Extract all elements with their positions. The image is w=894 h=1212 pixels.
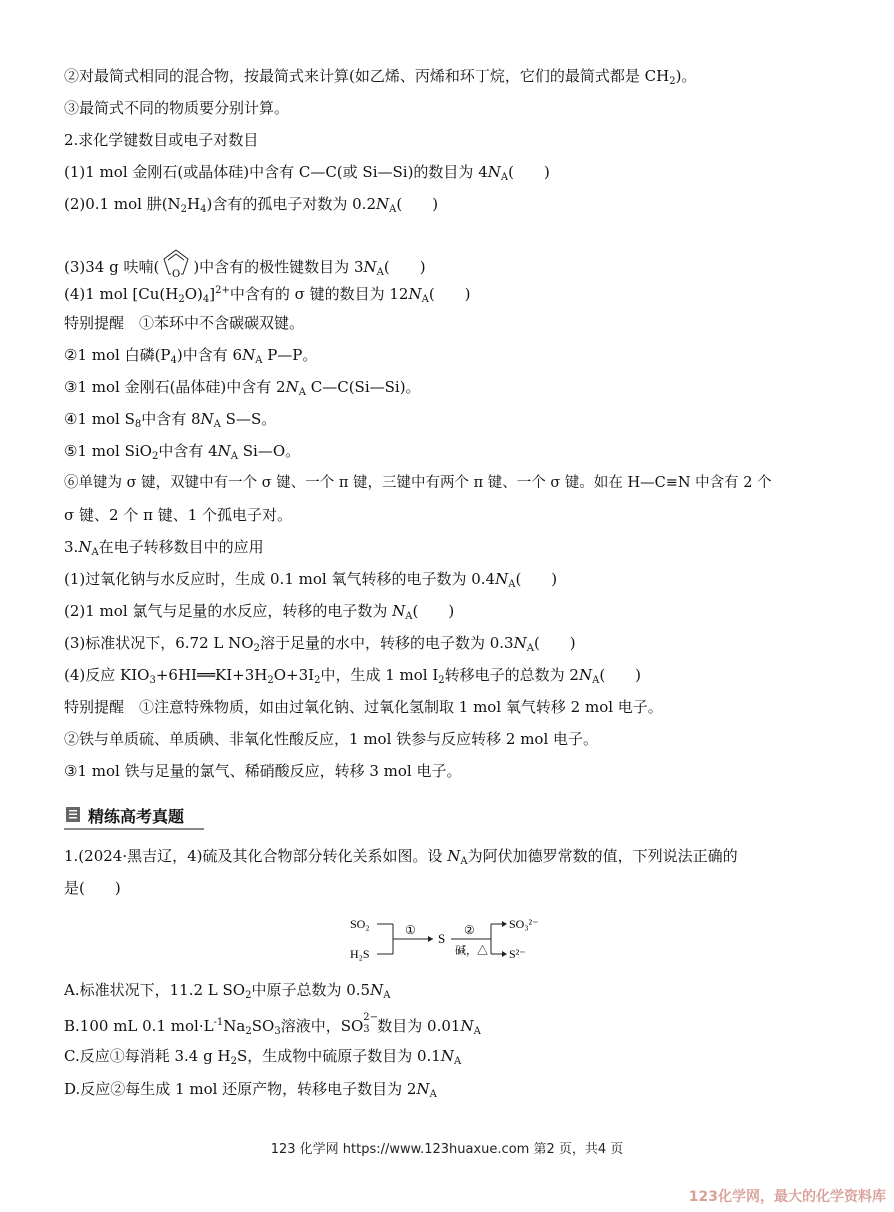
- subscript: 2: [245, 990, 252, 1001]
- na-symbol: N: [363, 258, 377, 276]
- text: +6HI══KI+3H: [155, 666, 268, 684]
- text: S，生成物中硫原子数目为 0.1: [236, 1047, 441, 1065]
- text: ③最简式不同的物质要分别计算。: [64, 99, 290, 117]
- na-symbol: N: [217, 442, 231, 460]
- text-line: [64, 505, 292, 525]
- na-symbol: N: [440, 1047, 454, 1065]
- text: (3)34 g 呋喃(: [64, 258, 160, 276]
- so2-label: SO₂: [350, 917, 370, 931]
- sulfur-label: S: [438, 931, 446, 946]
- na-symbol: N: [285, 378, 299, 396]
- arrowhead: [502, 921, 507, 927]
- option-b: [64, 1013, 481, 1042]
- subscript: A: [383, 990, 391, 1001]
- subscript: A: [389, 204, 397, 215]
- subscript: A: [473, 1026, 481, 1037]
- ion-script: [363, 1013, 377, 1033]
- subscript: A: [376, 267, 384, 278]
- text: 中原子总数为 0.5: [251, 981, 371, 999]
- na-symbol: N: [78, 538, 92, 556]
- section-title: 精练高考真题: [88, 807, 185, 826]
- text: 溶液中，SO: [280, 1017, 364, 1035]
- answer-blank: ( ): [533, 634, 576, 652]
- text: ④1 mol S: [64, 410, 135, 428]
- text: C.反应①每消耗 3.4 g H: [64, 1047, 231, 1065]
- option-d: [64, 1079, 437, 1105]
- subscript: 2: [180, 204, 188, 215]
- text-line: [64, 761, 461, 781]
- arrowhead: [502, 951, 507, 957]
- text: )含有的孤电子对数为 0.2: [206, 195, 376, 213]
- subscript: 2: [253, 643, 260, 654]
- text: σ 键、2 个 π 键、1 个孤电子对。: [64, 506, 293, 524]
- condition-label: 碱，△: [455, 945, 488, 957]
- question-stem: [64, 878, 121, 898]
- section-heading: [64, 802, 204, 830]
- subscript: A: [592, 675, 600, 686]
- text: )。: [675, 67, 697, 85]
- text-line: [64, 281, 471, 310]
- answer-blank: ( ): [599, 666, 642, 684]
- text: C—C(Si—Si)。: [305, 378, 421, 396]
- na-symbol: N: [370, 981, 384, 999]
- na-symbol: N: [408, 285, 422, 303]
- subscript: A: [255, 355, 263, 366]
- text-line: [64, 729, 598, 749]
- text: B.100 mL 0.1 mol·L: [64, 1017, 214, 1035]
- text: ]: [209, 285, 216, 303]
- subscript: 4: [200, 204, 207, 215]
- subscript: 2: [438, 675, 445, 686]
- text: D.反应②每生成 1 mol 还原产物，转移电子数目为 2: [64, 1080, 417, 1098]
- option-c: [64, 1046, 461, 1072]
- subscript: A: [230, 451, 238, 462]
- sulfide-label: S²⁻: [509, 947, 526, 961]
- subscript: 3: [149, 675, 156, 686]
- text: Si—O。: [238, 442, 301, 460]
- text: 2.求化学键数目或电子对数目: [64, 131, 259, 149]
- subscript: A: [298, 387, 306, 398]
- text: (4)1 mol [Cu(H: [64, 285, 179, 303]
- text: )中含有 6: [176, 346, 243, 364]
- subscript: A: [500, 172, 509, 183]
- furan-oxygen-label: O: [172, 269, 181, 280]
- text: 转移电子的总数为 2: [444, 666, 579, 684]
- subscript: 2: [151, 451, 159, 462]
- superscript: 2+: [215, 285, 230, 296]
- text: ⑥单键为 σ 键，双键中有一个 σ 键、一个 π 键，三键中有两个 π 键、一个 σ 键。如在 H—C≡N 中含有 2 个: [64, 475, 772, 491]
- answer-blank: ( ): [428, 285, 471, 303]
- text: SO: [251, 1017, 275, 1035]
- subscript: 2: [230, 1056, 237, 1067]
- arrowhead: [428, 936, 433, 942]
- text: ②对最简式相同的混合物，按最简式来计算(如乙烯、丙烯和环丁烷，它们的最简式都是 CH: [64, 67, 670, 85]
- text: A.标准状况下，11.2 L SO: [64, 981, 246, 999]
- text-line: [64, 409, 276, 435]
- subscript: A: [421, 294, 429, 305]
- text-line: [64, 98, 289, 118]
- text: P—P。: [262, 346, 318, 364]
- text-line: [64, 569, 557, 595]
- na-symbol: N: [495, 570, 509, 588]
- text-line: [64, 665, 641, 691]
- superscript: -1: [213, 1017, 224, 1028]
- answer-blank: ( ): [515, 570, 558, 588]
- subscript: 2: [178, 294, 185, 305]
- subscript: A: [526, 643, 534, 654]
- watermark: 123化学网，最大的化学资料库: [688, 1189, 886, 1205]
- furan-structure-icon: [159, 246, 193, 280]
- text: 数目为 0.01: [377, 1017, 461, 1035]
- subscript: A: [429, 1089, 437, 1100]
- text: 中含有 4: [158, 442, 218, 460]
- subscript: A: [453, 1056, 462, 1067]
- subscript: 2: [267, 675, 274, 686]
- text: 是( ): [64, 879, 121, 897]
- text: 中含有的 σ 键的数目为 12: [229, 285, 409, 303]
- text: O): [184, 285, 203, 303]
- subscript: A: [460, 856, 468, 867]
- superscript: 2−: [363, 1012, 379, 1023]
- text: (2)0.1 mol 肼(N: [64, 195, 181, 213]
- subscript: 2: [669, 76, 676, 87]
- text: (2)1 mol 氯气与足量的水反应，转移的电子数为: [64, 602, 393, 620]
- answer-blank: ( ): [383, 258, 426, 276]
- subscript: A: [508, 579, 516, 590]
- answer-blank: ( ): [412, 602, 455, 620]
- subscript: 8: [134, 419, 142, 430]
- text: 溶于足量的水中，转移的电子数为 0.3: [259, 634, 514, 652]
- na-symbol: N: [447, 847, 461, 865]
- text-line: [64, 313, 304, 333]
- document-icon: [66, 807, 80, 822]
- text: S—S。: [220, 410, 277, 428]
- answer-blank: ( ): [396, 195, 439, 213]
- step-2-label: ②: [464, 923, 475, 937]
- na-symbol: N: [242, 346, 256, 364]
- text: 中，生成 1 mol I: [320, 666, 439, 684]
- na-symbol: N: [460, 1017, 474, 1035]
- text: 1.(2024·黑吉辽，4)硫及其化合物部分转化关系如图。设: [64, 847, 448, 865]
- text-line: [64, 66, 696, 92]
- text: ②铁与单质硫、单质碘、非氧化性酸反应，1 mol 铁参与反应转移 2 mol 电子。: [64, 730, 599, 748]
- text-line: [64, 377, 421, 403]
- subscript: A: [213, 419, 221, 430]
- na-symbol: N: [392, 602, 406, 620]
- text: (3)标准状况下，6.72 L NO: [64, 634, 254, 652]
- text: 特别提醒 ①注意特殊物质，如由过氧化钠、过氧化氢制取 1 mol 氧气转移 2 mol 电子。: [64, 698, 663, 716]
- text-line: [64, 441, 300, 467]
- text: ③1 mol 金刚石(晶体硅)中含有 2: [64, 378, 286, 396]
- text: 为阿伏加德罗常数的值，下列说法正确的: [467, 847, 738, 865]
- text-line: [64, 537, 264, 563]
- text-line: [64, 601, 454, 627]
- text: H: [187, 195, 201, 213]
- na-symbol: N: [513, 634, 527, 652]
- subscript: A: [91, 547, 99, 558]
- na-symbol: N: [376, 195, 390, 213]
- subscript: 4: [170, 355, 177, 366]
- text: 特别提醒 ①苯环中不含碳碳双键。: [64, 314, 305, 332]
- text: ②1 mol 白磷(P: [64, 346, 171, 364]
- text: )中含有的极性键数目为 3: [193, 258, 364, 276]
- text: (1)1 mol 金刚石(或晶体硅)中含有 C—C(或 Si—Si)的数目为 4: [64, 163, 488, 181]
- na-symbol: N: [200, 410, 214, 428]
- step-1-label: ①: [405, 923, 416, 937]
- na-symbol: N: [487, 163, 501, 181]
- subscript: 4: [202, 294, 210, 305]
- text-line: [64, 130, 258, 150]
- sulfite-label: SO₃²⁻: [509, 917, 539, 931]
- text: (1)过氧化钠与水反应时，生成 0.1 mol 氧气转移的电子数为 0.4: [64, 570, 496, 588]
- text: ⑤1 mol SiO: [64, 442, 152, 460]
- text: 3.: [64, 538, 79, 556]
- text: ③1 mol 铁与足量的氯气、稀硝酸反应，转移 3 mol 电子。: [64, 762, 462, 780]
- subscript: 2: [314, 675, 321, 686]
- text: Na: [223, 1017, 246, 1035]
- answer-blank: ( ): [508, 163, 550, 181]
- page-footer: 123 化学网 https://www.123huaxue.com 第2 页，共4 页: [270, 1142, 624, 1157]
- text-line: [64, 194, 438, 220]
- text-line: [64, 246, 426, 283]
- subscript: 3: [274, 1026, 281, 1037]
- sulfur-conversion-diagram: [345, 912, 555, 966]
- question-stem: [64, 846, 738, 872]
- h2s-label: H₂S: [350, 947, 370, 961]
- subscript: A: [405, 611, 413, 622]
- text-line: [64, 473, 772, 493]
- text-line: [64, 633, 576, 659]
- text: O+3I: [273, 666, 315, 684]
- text: (4)反应 KIO: [64, 666, 150, 684]
- subscript: 3: [363, 1024, 370, 1035]
- text: 在电子转移数目中的应用: [98, 538, 264, 556]
- subscript: 2: [245, 1026, 252, 1037]
- text-line: [64, 345, 317, 371]
- na-symbol: N: [416, 1080, 430, 1098]
- text-line: [64, 162, 550, 188]
- option-a: [64, 980, 390, 1006]
- text: 中含有 8: [141, 410, 201, 428]
- na-symbol: N: [578, 666, 593, 684]
- text-line: [64, 697, 663, 717]
